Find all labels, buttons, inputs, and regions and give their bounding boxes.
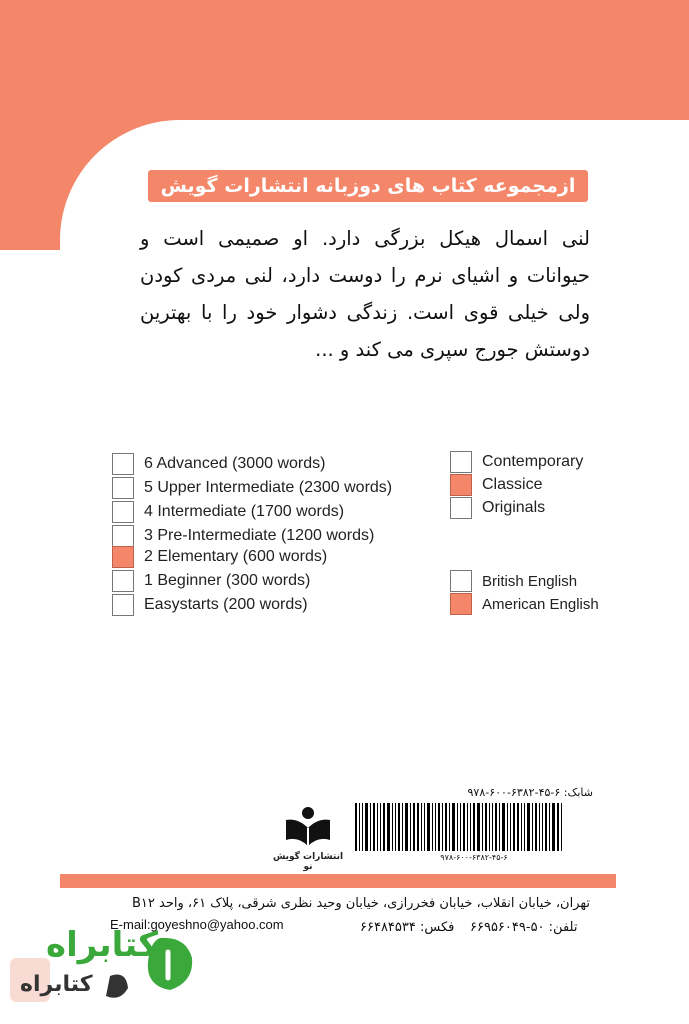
barcode-bar xyxy=(435,803,436,851)
barcode-bar xyxy=(442,803,443,851)
barcode-bar xyxy=(524,803,525,851)
barcode-bar xyxy=(373,803,375,851)
level-checkbox xyxy=(112,453,134,475)
barcode-bar xyxy=(502,803,505,851)
category-checkbox-checked xyxy=(450,474,472,496)
barcode-bar xyxy=(410,803,411,851)
publisher-address: تهران، خیابان انقلاب، خیابان فخررازی، خیابان وحید نظری شرقی، پلاک ۶۱، واحد B۱۲ xyxy=(131,896,590,911)
barcode-bar xyxy=(432,803,433,851)
publisher-fax: فکس: ۶۶۴۸۴۵۳۴ xyxy=(360,920,455,935)
barcode-bar xyxy=(532,803,533,851)
english-checkbox-checked xyxy=(450,593,472,615)
level-label: 3 Pre-Intermediate (1200 words) xyxy=(144,527,375,544)
barcode-bar xyxy=(355,803,357,851)
level-row-6 xyxy=(112,453,325,475)
barcode-bar xyxy=(549,803,550,851)
barcode-bar xyxy=(492,803,493,851)
barcode-bar xyxy=(413,803,415,851)
level-row-5 xyxy=(112,477,392,499)
barcode-bar xyxy=(561,803,562,851)
level-label: 6 Advanced (3000 words) xyxy=(144,455,326,472)
english-checkbox xyxy=(450,570,472,592)
barcode-bar xyxy=(377,803,378,851)
level-checkbox xyxy=(112,594,134,616)
barcode-bar xyxy=(438,803,440,851)
series-title-banner: ازمجموعه کتاب های دوزبانه انتشارات گویش نو xyxy=(148,170,588,202)
barcode-bar xyxy=(477,803,480,851)
barcode-bar xyxy=(467,803,468,851)
level-row-3 xyxy=(112,525,374,547)
barcode-bar xyxy=(521,803,522,851)
barcode xyxy=(355,803,593,851)
barcode-bar xyxy=(402,803,403,851)
barcode-bar xyxy=(445,803,447,851)
barcode-bar xyxy=(452,803,455,851)
barcode-bar xyxy=(517,803,519,851)
barcode-bar xyxy=(495,803,497,851)
barcode-bar xyxy=(552,803,555,851)
level-row-2 xyxy=(112,546,327,568)
barcode-bar xyxy=(457,803,458,851)
barcode-bar xyxy=(489,803,490,851)
barcode-bar xyxy=(365,803,368,851)
level-checkbox xyxy=(112,501,134,523)
barcode-bar xyxy=(421,803,422,851)
category-row xyxy=(450,497,545,519)
barcode-bar xyxy=(545,803,547,851)
barcode-bar xyxy=(473,803,475,851)
level-checkbox xyxy=(112,570,134,592)
barcode-bar xyxy=(557,803,559,851)
level-row-4 xyxy=(112,501,344,523)
watermark-subtext: کتابراه xyxy=(20,972,93,997)
category-label: Originals xyxy=(482,499,546,516)
barcode-bar xyxy=(507,803,508,851)
barcode-bar xyxy=(527,803,530,851)
level-label: 5 Upper Intermediate (2300 words) xyxy=(144,479,393,496)
publisher-phone: تلفن: ۵۰-۶۶۹۵۶۰۴۹ xyxy=(470,920,578,935)
book-blurb: لنی اسمال هیکل بزرگی دارد. او صمیمی است و حیوانات و اشیای نرم را دوست دارد، لنی مردی کودن ولی خیلی قوی است. زندگی دشوار خود را با بهترین دوستش جورج سپری می کند و ... xyxy=(140,227,590,361)
isbn-label: شابک: ۶-۴۵-۶۳۸۲-۶۰۰-۹۷۸ xyxy=(467,786,593,799)
barcode-bar xyxy=(405,803,408,851)
barcode-bar xyxy=(362,803,363,851)
publisher-logo-icon xyxy=(282,806,334,848)
level-label: 2 Elementary (600 words) xyxy=(144,548,328,565)
barcode-bar xyxy=(383,803,385,851)
barcode-number: ۹۷۸-۶۰۰-۶۳۸۲-۴۵-۶ xyxy=(440,853,508,862)
barcode-bar xyxy=(392,803,393,851)
category-row xyxy=(450,451,583,473)
level-checkbox xyxy=(112,525,134,547)
barcode-bar xyxy=(398,803,400,851)
barcode-bar xyxy=(460,803,461,851)
category-label: Classice xyxy=(482,476,543,493)
barcode-bar xyxy=(463,803,465,851)
barcode-bar xyxy=(449,803,450,851)
level-checkbox-checked xyxy=(112,546,134,568)
barcode-bar xyxy=(470,803,471,851)
barcode-bar xyxy=(535,803,537,851)
english-label: American English xyxy=(482,595,599,613)
barcode-bar xyxy=(424,803,425,851)
barcode-bar xyxy=(427,803,430,851)
level-label: 1 Beginner (300 words) xyxy=(144,572,311,589)
barcode-bar xyxy=(380,803,381,851)
level-checkbox xyxy=(112,477,134,499)
barcode-bar xyxy=(370,803,371,851)
level-row-easystarts xyxy=(112,594,308,616)
watermark-text: کتابراه xyxy=(46,925,159,965)
barcode-bar xyxy=(359,803,360,851)
level-label: 4 Intermediate (1700 words) xyxy=(144,503,345,520)
barcode-bar xyxy=(395,803,396,851)
english-row xyxy=(450,593,599,615)
bottom-accent-bar xyxy=(60,874,616,888)
category-row xyxy=(450,474,542,496)
english-row xyxy=(450,570,577,592)
english-label: British English xyxy=(482,572,578,590)
level-label: Easystarts (200 words) xyxy=(144,596,308,613)
category-checkbox xyxy=(450,497,472,519)
category-checkbox xyxy=(450,451,472,473)
barcode-bar xyxy=(387,803,390,851)
barcode-bar xyxy=(542,803,543,851)
barcode-bar xyxy=(499,803,500,851)
publisher-email: E-mail:goyeshno@yahoo.com xyxy=(110,917,284,932)
category-label: Contemporary xyxy=(482,453,584,470)
barcode-bar xyxy=(539,803,540,851)
publisher-name: انتشارات گویش نو xyxy=(272,852,344,872)
barcode-bar xyxy=(513,803,515,851)
barcode-bar xyxy=(417,803,419,851)
barcode-bar xyxy=(510,803,511,851)
level-row-1 xyxy=(112,570,310,592)
barcode-bar xyxy=(482,803,483,851)
barcode-bar xyxy=(485,803,487,851)
